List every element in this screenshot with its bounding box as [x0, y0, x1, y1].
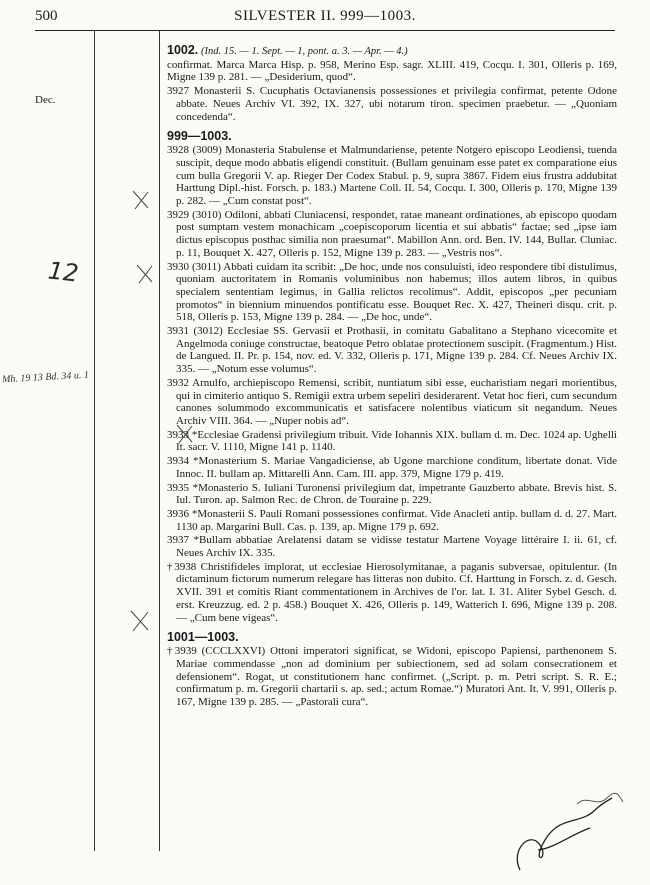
page-header [0, 8, 650, 28]
list-item: †3938 Christifideles implorat, ut ecclesiae Hierosolymitanae, a paganis subversae, opitulentur. (In dictaminum fictorum numerum relegare has litteras non dubito. Cf. Harttung in Forsch. z. d. Gesch. XVII. 391 et comitis Riant commentationem in Archives de l'or. lat. I. 31. Aliter Sybel Gesch. d. erst. Kreuzzug. ed. 2 p. 458.) Bouquet X. 426, Olleris p. 149, Watterich I. 696, Migne 139 p. 208. — „Cum bene vigeas“. [167, 560, 617, 624]
pencil-cross-mark [128, 608, 152, 634]
section-note: (Ind. 15. — 1. Sept. — 1, pont. a. 3. — Apr. — 4.) [201, 46, 408, 57]
pencil-cross-mark [130, 188, 152, 212]
section-1002 [167, 43, 617, 123]
section-title: 1001—1003. [167, 630, 239, 645]
list-item: 3930 (3011) Abbati cuidam ita scribit: „De hoc, unde nos consuluisti, ideo respondere tibi distulimus, quoniam auctoritatem in Romanis voluminibus non habemus; illos autem libros, in quibus specialem sententiam legimus, in Gallia relictos recolimus“. Addit, episcopos „per pecuniam promotos“ in biennium minuendos pontificatu esse. Bouquet Rec. X. 427, Theineri disqu. crit. p. 518, Olleris p. 153, Migne 139 p. 284. — „De hoc, unde“. [167, 260, 617, 324]
section-title: 999—1003. [167, 129, 232, 144]
list-item: 3933 *Ecclesiae Gradensi privilegium tribuit. Vide Iohannis XIX. bullam d. m. Dec. 1024 ap. Ughelli It. sacr. V. 1110, Migne 141 p. 1140. [167, 428, 617, 454]
list-item: 3929 (3010) Odiloni, abbati Cluniacensi, respondet, ratae maneant ordinationes, ab episcopo quodam post sumptam vestem monachicam „coepiscoporum licentia et sui abbatis“ factae; sed „ipse iam dictus episcopus posthac similia non praesumat“. Mabillon Ann. ord. Ben. IV. 144, Bullar. Cluniac. p. 11, Bouquet X. 427, Olleris p. 152, Migne 139 p. 283. — „Vestris nos“. [167, 208, 617, 259]
list-item: †3939 (CCCLXXVI) Ottoni imperatori significat, se Widoni, episcopo Papiensi, parthenonem S. Mariae commendasse „non ad dominium per subiectionem, sed ad solam consecrationem et defensionem“. Rogat, ut constitutionem hanc confirmet. („Script. p. m. Petri script. S. R. E.; confirmatum p. m. Gregorii chartarii s. ap. sed.; actum Romae.“) Muratori Ant. It. V. 991, Olleris p. 167, Migne 139 p. 285. — „Pastorali cura“. [167, 645, 617, 709]
list-item: 3937 *Bullam abbatiae Arelatensi datam se vidisse testatur Martene Voyage littéraire I. ii. 61, cf. Neues Archiv IX. 335. [167, 534, 617, 560]
list-item: 3932 Arnulfo, archiepiscopo Remensi, scribit, nuntiatum sibi esse, eucharistiam negari morientibus, qui in cimiterio antiquo S. Remigii extra urbem sepeliri desiderarent. Vetat hoc fieri, cum secundum canones solummodo excommunicatis et satisfacere nolentibus viaticum sit negandum. Neues Archiv VIII. 364. — „Nuper nobis ad“. [167, 376, 617, 427]
list-item: confirmat. Marca Marca Hisp. p. 958, Merino Esp. sagr. XLIII. 419, Cocqu. I. 301, Olleris p. 169, Migne 139 p. 281. — „Desiderium, quod“. [167, 58, 617, 84]
section-999-1003 [167, 129, 617, 624]
list-item: 3935 *Monasterio S. Iuliani Turonensi privilegium dat, impetrante Gauzberto abbate. Brevis hist. S. Iul. Turon. ap. Salmon Rec. de Chron. de Touraine p. 229. [167, 481, 617, 507]
section-title: 1002. [167, 43, 199, 57]
header-rule [35, 30, 615, 31]
page-number: 500 [35, 8, 58, 24]
handwritten-signature [500, 790, 620, 885]
pencil-reference: Mh. 19 13 Bd. 34 u. 1 [1, 369, 90, 386]
page-body [167, 43, 617, 711]
running-title: SILVESTER II. 999—1003. [234, 8, 416, 24]
list-item: 3936 *Monasterii S. Pauli Romani possessiones confirmat. Vide Anacleti antip. bullam d. d. 27. Mart. 1130 ap. Margarini Bull. Cas. p. 139, ap. Migne 179 p. 692. [167, 507, 617, 533]
text-column-line [159, 31, 160, 851]
margin-month-label: Dec. [35, 94, 56, 106]
pencil-cross-mark [134, 262, 156, 286]
pencil-number: 12 [46, 256, 80, 288]
list-item: 3934 *Monasterium S. Mariae Vangadiciense, ab Ugone marchione conditum, libertate donat. Vide Innoc. II. bullam ap. Mittarelli Ann. Cam. III. app. 379, Migne 179 p. 419. [167, 455, 617, 480]
margin-column-line [94, 31, 95, 851]
list-item: 3927 Monasterii S. Cucuphatis Octavianensis possessiones et privilegia confirmat, petente Odone abbate. Neues Archiv VI. 392, IX. 327, ubi notarum tiron. specimen praebetur. — „Quoniam concedenda“. [167, 85, 617, 123]
section-1001-1003 [167, 630, 617, 709]
list-item: 3931 (3012) Ecclesiae SS. Gervasii et Prothasii, in comitatu Gabalitano a Stephano vicecomite et Angelmoda coniuge constructae, beatoque Petro oblatae protectionem suscipit. (Fragmentum.) Hist. de Langued. II. Pr. p. 154, nov. ed. V. 332, Olleris p. 171, Migne 139 p. 284. Cf. Neues Archiv IX. 335. — „Notum esse volumus“. [167, 325, 617, 376]
list-item: 3928 (3009) Monasteria Stabulense et Malmundariense, petente Notgero episcopo Leodiensi, tuenda suscipit, deque modo abbatis eligendi constituit. (Bullam genuinam esse patet ex comparatione eius cum bulla Gregorii V. ap. Rieger Der Codex Stabul. p. 9, supra 3867. Fidem eius frustra addubitat Harttung Dipl.-hist. Forsch. p. 183.) Martene Coll. II. 54, Cocqu. I. 300, Olleris p. 170, Migne 139 p. 282. — „Cum constat post“. [167, 144, 617, 208]
